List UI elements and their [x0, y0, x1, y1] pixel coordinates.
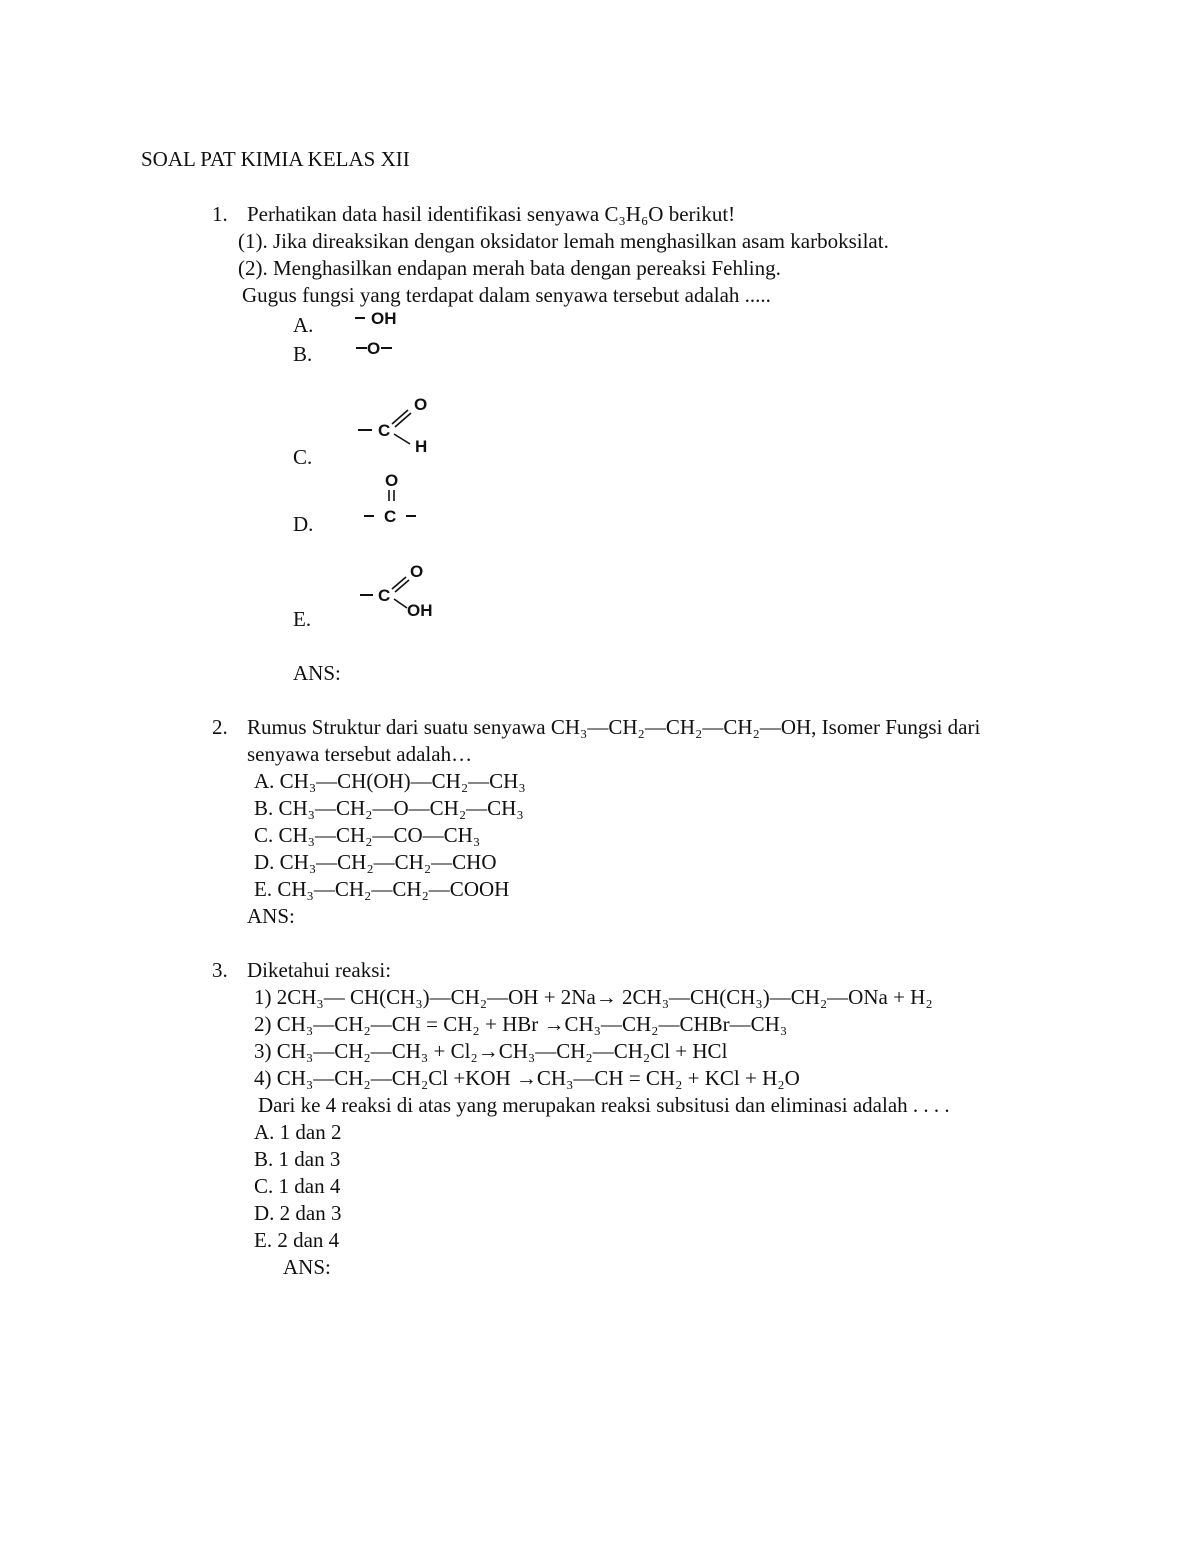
q2-option-e: E. CH₃—CH₂—CH₂—COOH [254, 877, 510, 901]
q3-stem: Diketahui reaksi: [247, 958, 392, 982]
q1-option-d-letter: D. [293, 512, 314, 536]
q3-option-d: D. 2 dan 3 [254, 1201, 342, 1225]
q3-number: 3. [212, 958, 228, 982]
structure-e-oxygen: O [410, 562, 424, 581]
structure-ether [352, 335, 402, 361]
q2-option-a: A. CH₃—CH(OH)—CH₂—CH₃ [254, 769, 526, 793]
q1-question: Gugus fungsi yang terdapat dalam senyawa tersebut adalah ..... [242, 283, 771, 307]
q3-reaction-3: 3) CH₃—CH₂—CH₃ + Cl₂→CH₃—CH₂—CH₂Cl + HCl [254, 1039, 728, 1063]
structure-c-hydrogen: H [415, 437, 428, 456]
q1-fact-2: (2). Menghasilkan endapan merah bata dengan pereaksi Fehling. [238, 256, 781, 280]
structure-a-label: OH [371, 309, 397, 328]
q3-answer-label: ANS: [283, 1255, 331, 1279]
structure-c-oxygen: O [414, 395, 428, 414]
document-title: SOAL PAT KIMIA KELAS XII [141, 147, 410, 171]
structure-e-hydroxyl: OH [407, 601, 433, 620]
q2-answer-label: ANS: [247, 904, 295, 928]
structure-aldehyde [352, 388, 442, 460]
q2-stem-line1: Rumus Struktur dari suatu senyawa CH₃—CH₂—CH₂—CH₂—OH, Isomer Fungsi dari [247, 715, 981, 739]
q3-question: Dari ke 4 reaksi di atas yang merupakan reaksi subsitusi dan eliminasi adalah . . . . [258, 1093, 950, 1117]
q2-stem-line2: senyawa tersebut adalah… [247, 742, 473, 766]
structure-e-carbon: C [378, 586, 391, 605]
q1-stem: Perhatikan data hasil identifikasi senyawa C₃H₆O berikut! [247, 202, 736, 226]
q1-number: 1. [212, 202, 228, 226]
structure-d-oxygen: O [385, 471, 399, 490]
q3-reaction-4: 4) CH₃—CH₂—CH₂Cl +KOH →CH₃—CH = CH₂ + KCl + H₂O [254, 1066, 800, 1090]
q1-option-b-letter: B. [293, 342, 313, 366]
q2-option-d: D. CH₃—CH₂—CH₂—CHO [254, 850, 497, 874]
q2-option-b: B. CH₃—CH₂—O—CH₂—CH₃ [254, 796, 524, 820]
q3-reaction-1: 1) 2CH₃— CH(CH₃)—CH₂—OH + 2Na→ 2CH₃—CH(CH₃)—CH₂—ONa + H₂ [254, 985, 933, 1009]
q2-option-c: C. CH₃—CH₂—CO—CH₃ [254, 823, 481, 847]
structure-ketone [352, 468, 432, 532]
structure-c-carbon: C [378, 421, 391, 440]
q3-option-a: A. 1 dan 2 [254, 1120, 342, 1144]
q3-option-c: C. 1 dan 4 [254, 1174, 341, 1198]
q1-option-a-letter: A. [293, 313, 314, 337]
q3-reaction-2: 2) CH₃—CH₂—CH = CH₂ + HBr →CH₃—CH₂—CHBr—CH₃ [254, 1012, 788, 1036]
q1-option-c-letter: C. [293, 445, 313, 469]
q3-option-b: B. 1 dan 3 [254, 1147, 341, 1171]
q3-option-e: E. 2 dan 4 [254, 1228, 340, 1252]
q2-number: 2. [212, 715, 228, 739]
structure-d-carbon: C [384, 507, 397, 526]
q1-option-e-letter: E. [293, 607, 312, 631]
structure-carboxyl [352, 558, 452, 624]
q1-answer-label: ANS: [293, 661, 341, 685]
structure-b-label: O [367, 339, 381, 358]
structure-hydroxyl [352, 305, 412, 331]
q1-fact-1: (1). Jika direaksikan dengan oksidator lemah menghasilkan asam karboksilat. [238, 229, 889, 253]
